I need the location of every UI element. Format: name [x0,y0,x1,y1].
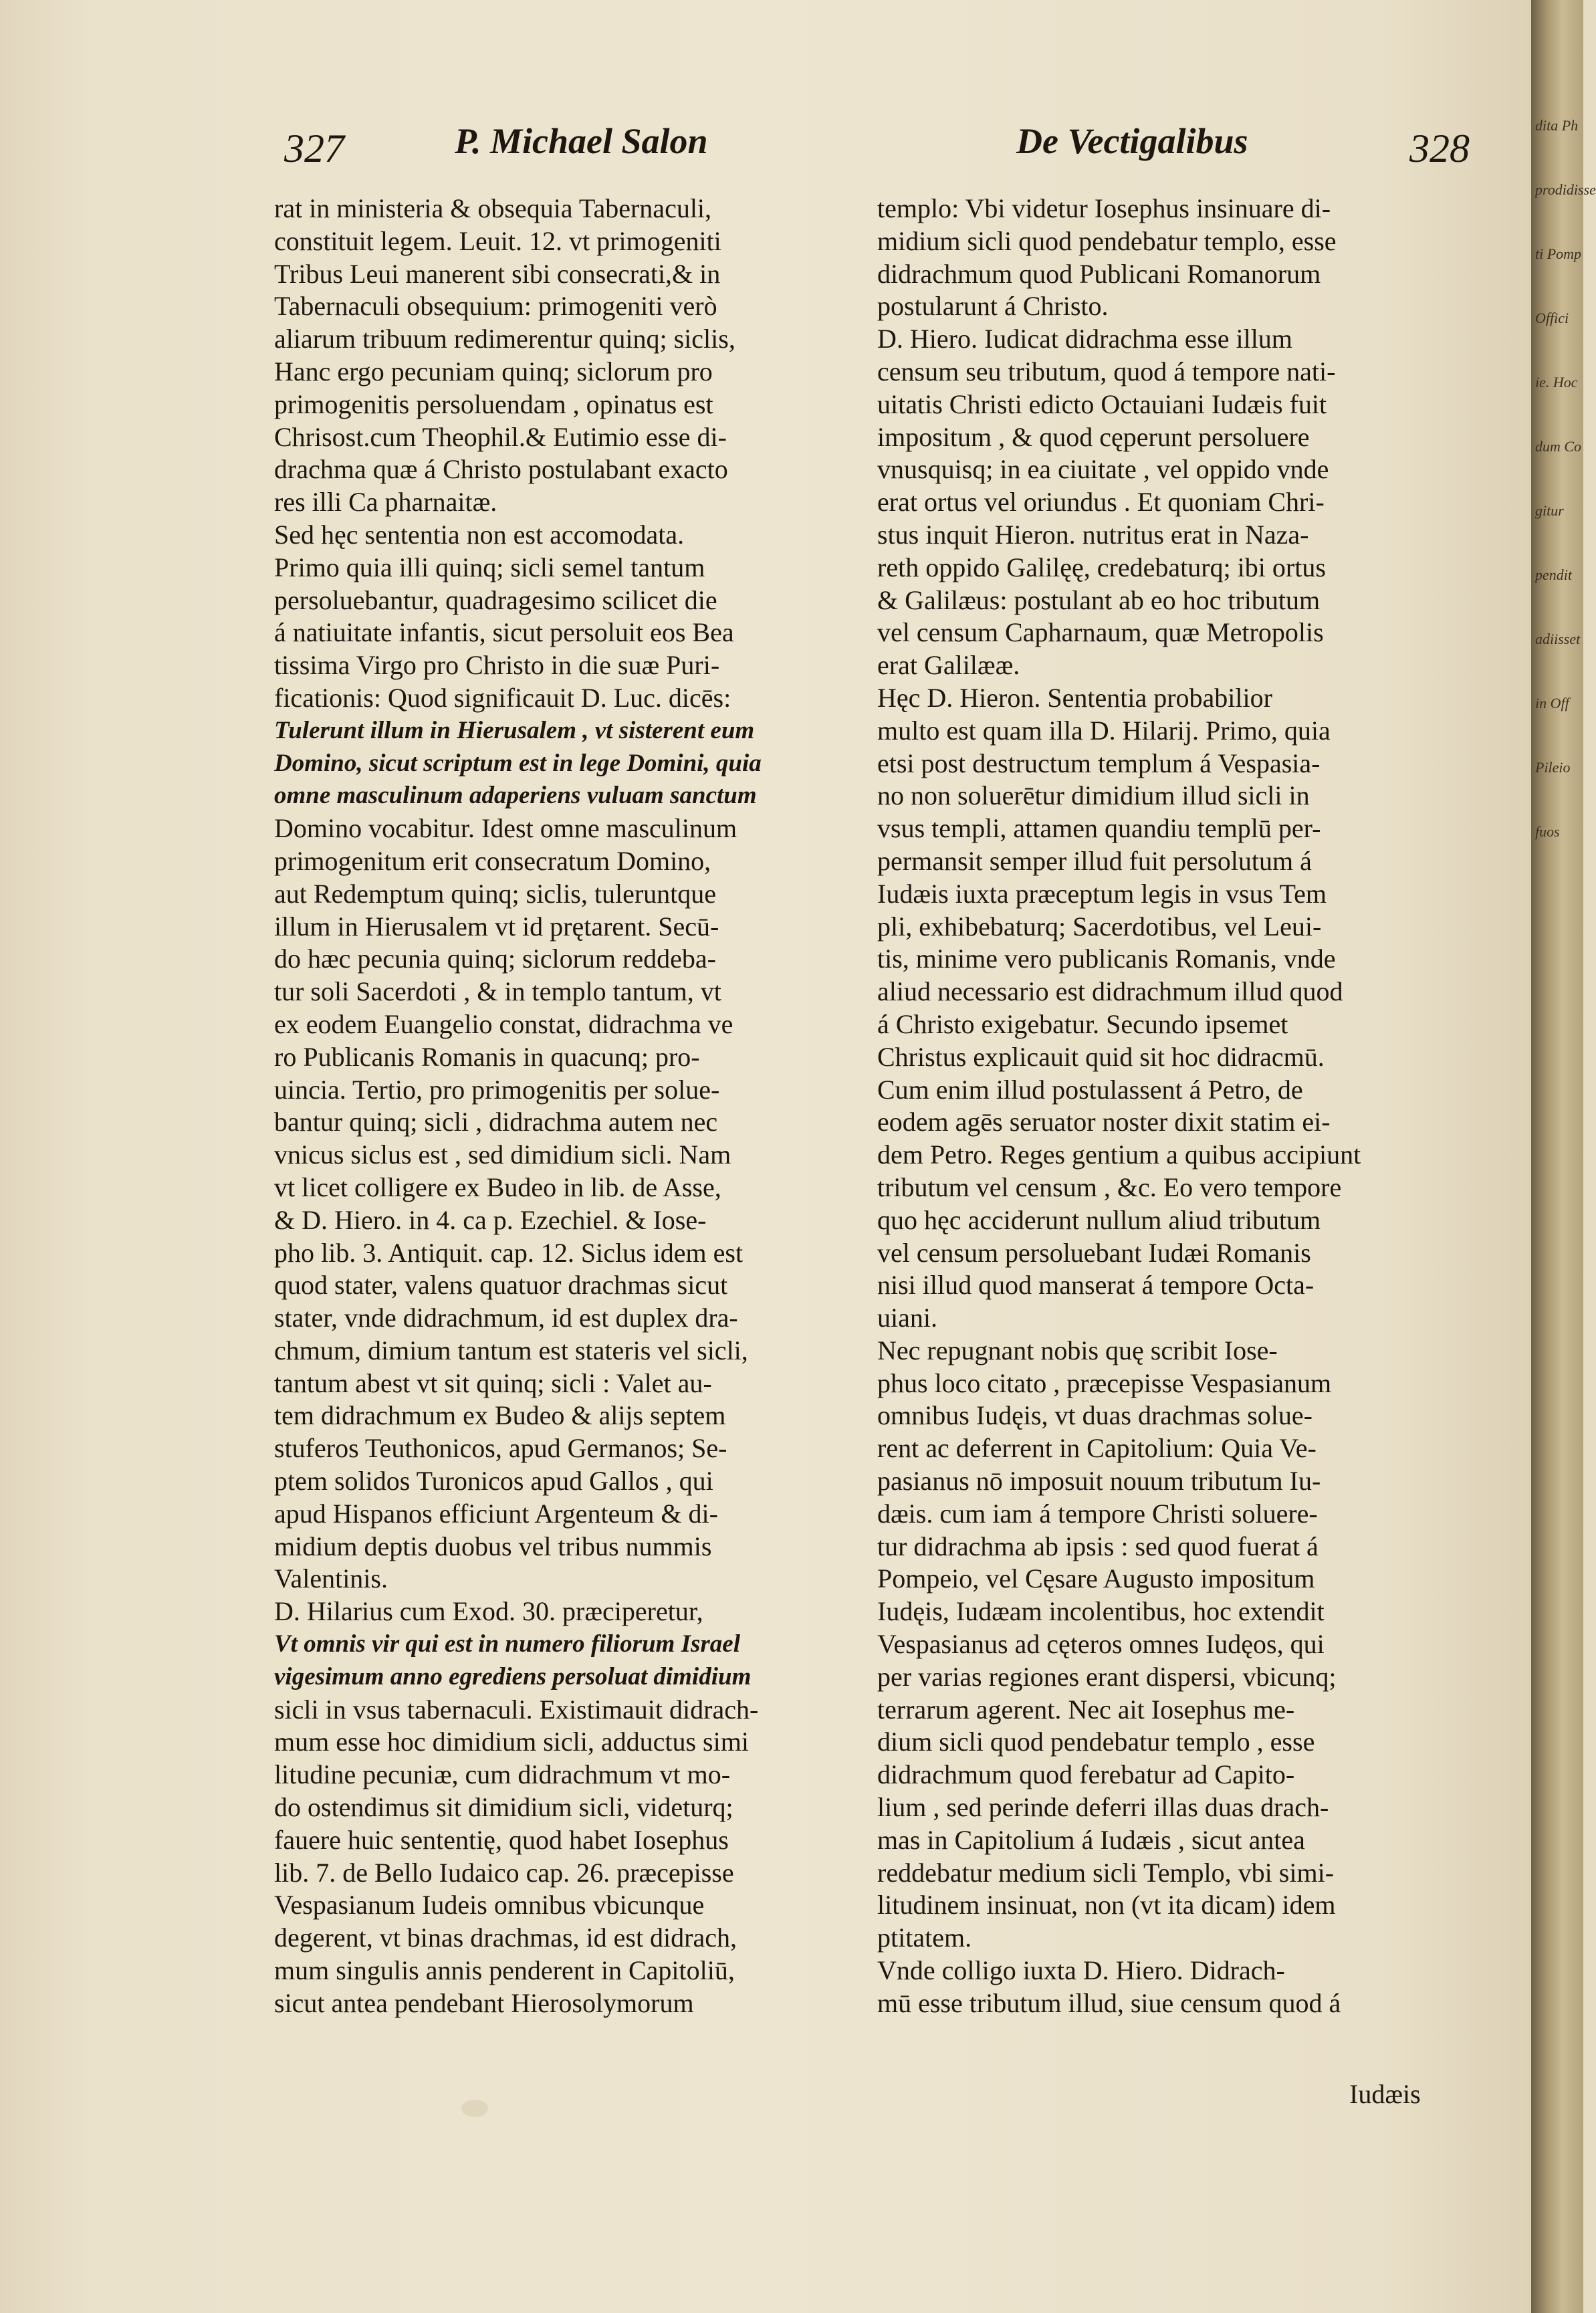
text-line: permansit semper illud fuit persolutum á [877,845,1312,876]
text-line: constituit legem. Leuit. 12. vt primogeniti [274,225,721,256]
facing-page-fragments [1535,94,1596,864]
left-text-column [274,193,853,2020]
text-line: mas in Capitolium á Iudæis , sicut antea [877,1824,1305,1855]
text-line: omnibus Iudęis, vt duas drachmas solue- [877,1400,1313,1431]
text-line: censum seu tributum, quod á tempore nati- [877,356,1336,387]
text-line: pho lib. 3. Antiquit. cap. 12. Siclus idem est [274,1237,744,1268]
text-line: vel censum Capharnaum, quæ Metropolis [877,617,1324,648]
text-line: Pompeio, vel Cęsare Augusto impositum [877,1563,1315,1594]
text-line: mū esse tributum illud, siue censum quod á [877,1987,1341,2018]
text-line: uitatis Christi edicto Octauiani Iudæis fuit [877,389,1327,419]
text-line: & Galilæus: postulant ab eo hoc tributum [877,584,1321,615]
text-line: postularunt á Christo. [877,291,1109,322]
text-line: sicli in vsus tabernaculi. Existimauit didrach- [274,1694,759,1725]
text-line: do ostendimus sit dimidium sicli, videturq; [274,1792,733,1823]
edge-fragment: dum Co [1535,438,1582,455]
text-line: persoluebantur, quadragesimo scilicet die [274,584,717,615]
text-line: rat in ministeria & obsequia Tabernaculi, [274,193,712,223]
text-line: no non soluerētur dimidium illud sicli in [877,780,1310,811]
text-line: Iudęis, Iudæam incolentibus, hoc extendit [877,1596,1325,1627]
text-line: apud Hispanos efficiunt Argenteum & di- [274,1498,718,1529]
text-line: Valentinis. [274,1563,388,1594]
text-line: ptem solidos Turonicos apud Gallos , qui [274,1466,713,1497]
text-line: D. Hiero. Iudicat didrachma esse illum [877,324,1292,354]
text-line: Tribus Leui manerent sibi consecrati,& in [274,258,721,289]
text-line: Vt omnis vir qui est in numero filiorum Israel [274,1630,740,1658]
text-line: erat ortus vel oriundus . Et quoniam Chri- [877,487,1325,518]
text-line: Hęc D. Hieron. Sententia probabilior [877,682,1272,713]
text-line: Hanc ergo pecuniam quinq; siclorum pro [274,356,713,387]
text-line: dæis. cum iam á tempore Christi soluere- [877,1498,1318,1529]
text-line: Christus explicauit quid sit hoc didracmū. [877,1041,1325,1072]
text-line: mum esse hoc dimidium sicli, adductus simi [274,1727,749,1757]
text-line: tem didrachmum ex Budeo & alijs septem [274,1400,726,1431]
text-line: Vespasianus ad cęteros omnes Iudęos, qui [877,1629,1325,1660]
left-page-number: 327 [284,126,344,171]
text-line: tis, minime vero publicanis Romanis, vnde [877,944,1336,974]
left-running-title: P. Michael Salon [455,121,708,161]
text-line: bantur quinq; sicli , didrachma autem nec [274,1107,718,1137]
text-line: etsi post destructum templum á Vespasia- [877,748,1321,778]
text-line: Iudæis iuxta præceptum legis in vsus Tem [877,878,1327,909]
text-line: Sed hęc sententia non est accomodata. [274,519,685,550]
text-line: uiani. [877,1303,937,1333]
text-line: ex eodem Euangelio constat, didrachma ve [274,1008,733,1039]
edge-fragment: Offici [1535,310,1569,326]
text-line: tributum vel censum , &c. Eo vero tempore [877,1172,1342,1202]
page-header [0,120,1531,174]
catchword: Iudæis [1349,2079,1421,2109]
text-line: mum singulis annis penderent in Capitoliū, [274,1955,735,1986]
text-line: reddebatur medium sicli Templo, vbi simi- [877,1857,1335,1888]
text-line: D. Hilarius cum Exod. 30. præciperetur, [274,1596,703,1627]
text-line: tur soli Sacerdoti , & in templo tantum, vt [274,976,721,1007]
text-line: pli, exhibebaturq; Sacerdotibus, vel Leui- [877,911,1322,942]
text-line: eodem agēs seruator noster dixit statim ei- [877,1107,1331,1137]
text-line: primogenitum erit consecratum Domino, [274,845,711,876]
text-line: Domino, sicut scriptum est in lege Domini, quia [274,749,762,777]
text-line: vt licet colligere ex Budeo in lib. de Asse, [274,1172,721,1202]
text-line: Domino vocabitur. Idest omne masculinum [274,813,737,844]
right-text-column [877,193,1456,2020]
text-line: Chrisost.cum Theophil.& Eutimio esse di- [274,421,727,452]
text-line: vsus templi, attamen quandiu templū per- [877,813,1321,844]
text-line: vigesimum anno egrediens persoluat dimidium [274,1662,752,1690]
text-line: do hæc pecunia quinq; siclorum reddeba- [274,944,716,974]
text-line: vnusquisq; in ea ciuitate , vel oppido vnde [877,454,1329,485]
text-line: quod stater, valens quatuor drachmas sicut [274,1270,728,1301]
text-line: sicut antea pendebant Hierosolymorum [274,1987,694,2018]
text-line: dem Petro. Reges gentium a quibus accipiunt [877,1139,1361,1170]
edge-fragment: Pileio [1535,759,1571,776]
text-line: impositum , & quod cęperunt persoluere [877,421,1310,452]
text-line: quo hęc acciderunt nullum aliud tributum [877,1204,1321,1235]
edge-fragment: dita Ph [1535,117,1579,134]
text-line: aut Redemptum quinq; siclis, tuleruntque [274,878,717,909]
text-line: primogenitis persoluendam , opinatus est [274,389,713,419]
text-line: Nec repugnant nobis quę scribit Iose- [877,1335,1278,1365]
text-line: multo est quam illa D. Hilarij. Primo, quia [877,715,1331,746]
text-line: aliarum tribuum redimerentur quinq; siclis, [274,324,735,354]
text-line: ro Publicanis Romanis in quacunq; pro- [274,1041,700,1072]
text-line: Tulerunt illum in Hierusalem , vt sisterent eum [274,716,755,744]
edge-fragment: fuos [1535,823,1560,840]
text-line: Cum enim illud postulassent á Petro, de [877,1074,1303,1105]
text-line: tur didrachma ab ipsis : sed quod fuerat á [877,1531,1319,1561]
edge-fragment: in Off [1535,695,1569,711]
text-line: lium , sed perinde deferri illas duas drach- [877,1792,1329,1823]
text-line: tissima Virgo pro Christo in die suæ Puri- [274,650,720,681]
text-line: Tabernaculi obsequium: primogeniti verò [274,291,717,322]
edge-fragment: adiisset [1535,631,1581,647]
text-line: didrachmum quod Publicani Romanorum [877,258,1321,289]
edge-fragment: ti Pomp [1535,245,1582,262]
text-line: & D. Hiero. in 4. ca p. Ezechiel. & Iose- [274,1204,707,1235]
text-line: midium sicli quod pendebatur templo, esse [877,225,1337,256]
text-line: rent ac deferrent in Capitolium: Quia Ve- [877,1433,1317,1464]
text-line: vel censum persoluebant Iudæi Romanis [877,1237,1311,1268]
text-line: stuferos Teuthonicos, apud Germanos; Se- [274,1433,727,1464]
edge-fragment: pendit [1535,566,1572,583]
text-line: tantum abest vt sit quinq; sicli : Valet au- [274,1367,712,1398]
text-line: lib. 7. de Bello Iudaico cap. 26. præcepisse [274,1857,734,1888]
text-line: Vnde colligo iuxta D. Hiero. Didrach- [877,1955,1285,1986]
edge-fragment: prodidisse [1535,181,1596,198]
text-line: reth oppido Galilęę, credebaturq; ibi ortus [877,552,1326,582]
text-line: erat Galilææ. [877,650,1020,681]
text-line: nisi illud quod manserat á tempore Octa- [877,1270,1315,1301]
text-line: omne masculinum adaperiens vuluam sanctum [274,782,757,810]
text-line: illum in Hierusalem vt id prętarent. Secū- [274,911,719,942]
text-line: á Christo exigebatur. Secundo ipsemet [877,1008,1288,1039]
text-line: aliud necessario est didrachmum illud quod [877,976,1343,1007]
text-line: stater, vnde didrachmum, id est duplex dra- [274,1303,738,1333]
text-line: uincia. Tertio, pro primogenitis per solue- [274,1074,720,1105]
text-line: á natiuitate infantis, sicut persoluit eos Bea [274,617,734,648]
text-line: per varias regiones erant dispersi, vbicunq; [877,1661,1337,1692]
edge-fragment: ie. Hoc [1535,374,1578,391]
text-line: ficationis: Quod significauit D. Luc. dicēs: [274,682,731,713]
text-line: degerent, vt binas drachmas, id est didrach, [274,1922,737,1953]
text-line: drachma quæ á Christo postulabant exacto [274,454,728,485]
text-line: midium deptis duobus vel tribus nummis [274,1531,712,1561]
right-running-title: De Vectigalibus [1016,121,1248,161]
text-line: stus inquit Hieron. nutritus erat in Naza- [877,519,1309,550]
text-line: pasianus nō imposuit nouum tributum Iu- [877,1466,1321,1497]
text-line: res illi Ca pharnaitæ. [274,487,497,518]
text-line: vnicus siclus est , sed dimidium sicli. Nam [274,1139,731,1170]
text-line: Vespasianum Iudeis omnibus vbicunque [274,1890,705,1920]
ink-blot [461,2100,488,2117]
text-line: didrachmum quod ferebatur ad Capito- [877,1759,1295,1790]
text-line: templo: Vbi videtur Iosephus insinuare di- [877,193,1331,223]
right-page-number: 328 [1409,126,1470,171]
text-line: litudine pecuniæ, cum didrachmum vt mo- [274,1759,731,1790]
text-line: ptitatem. [877,1922,972,1953]
text-line: phus loco citato , præcepisse Vespasianum [877,1367,1332,1398]
edge-fragment: gitur [1535,502,1564,519]
text-line: Primo quia illi quinq; sicli semel tantum [274,552,705,582]
text-line: litudinem insinuat, non (vt ita dicam) idem [877,1890,1336,1920]
text-line: chmum, dimium tantum est stateris vel sicli, [274,1335,748,1365]
text-line: terrarum agerent. Nec ait Iosephus me- [877,1694,1295,1725]
text-line: fauere huic sententię, quod habet Iosephus [274,1824,729,1855]
text-line: dium sicli quod pendebatur templo , esse [877,1727,1315,1757]
